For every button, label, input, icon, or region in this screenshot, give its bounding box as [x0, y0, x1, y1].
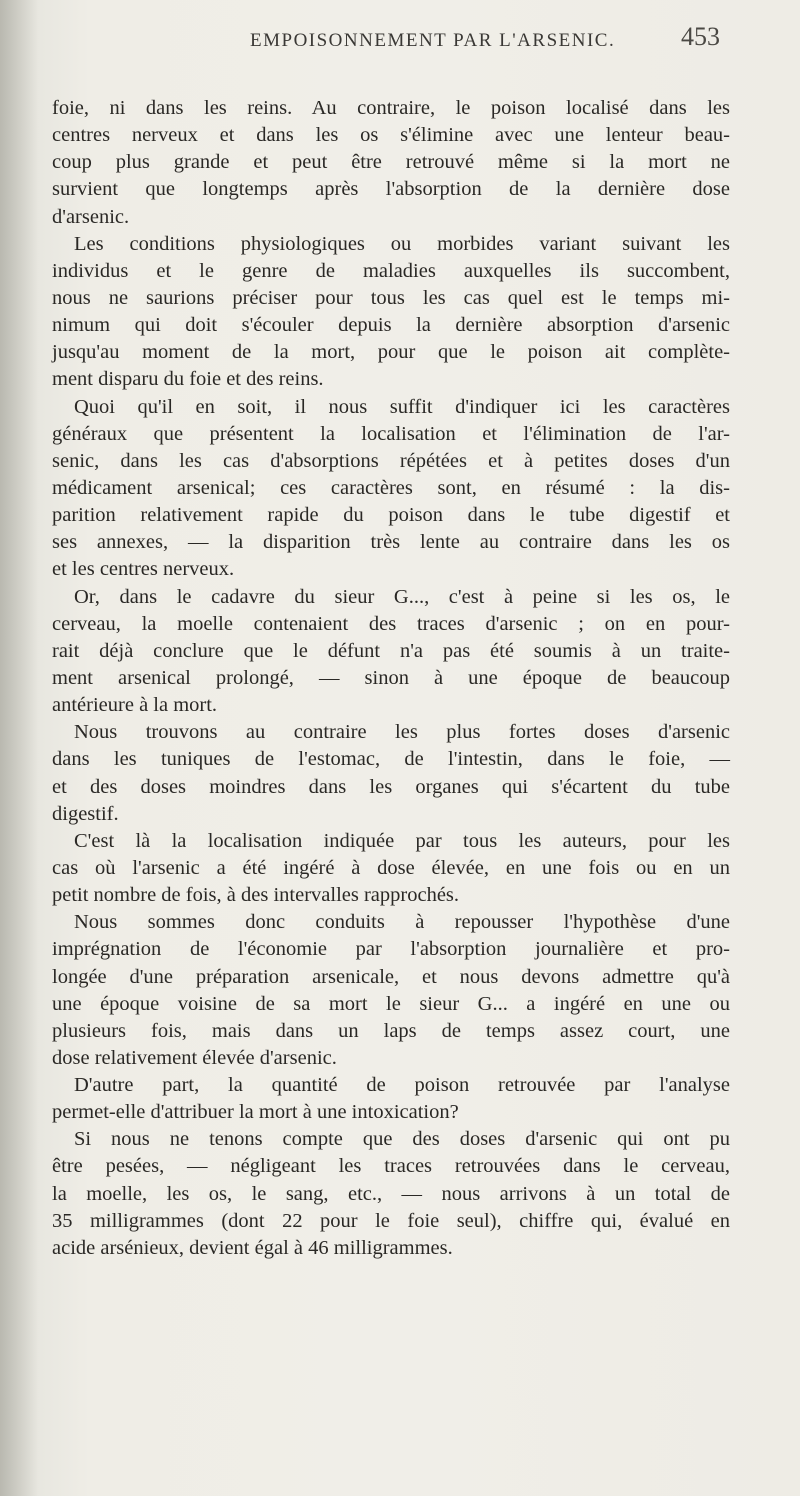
text-line: parition relativement rapide du poison dans le tube digestif et [52, 504, 730, 527]
text-line: foie, ni dans les reins. Au contraire, le poison localisé dans les [52, 97, 730, 119]
text-line: coup plus grande et peut être retrouvé même si la mort ne [52, 151, 730, 174]
page-number: 453 [681, 22, 720, 51]
text-line: nous ne saurions préciser pour tous les cas quel est le temps mi- [52, 286, 730, 309]
text-line: dose relativement élevée d'arsenic. [52, 1046, 337, 1069]
text-line: nimum qui doit s'écouler depuis la dernière absorption d'arsenic [52, 314, 730, 337]
text-line: permet-elle d'attribuer la mort à une intoxication? [52, 1101, 459, 1124]
text-line: cas où l'arsenic a été ingéré à dose élevée, en une fois ou en un [52, 856, 730, 879]
text-line: Or, dans le cadavre du sieur G..., c'est à peine si les os, le [74, 585, 730, 608]
text-line: jusqu'au moment de la mort, pour que le poison ait complète- [52, 341, 730, 364]
text-line: petit nombre de fois, à des intervalles rapprochés. [52, 884, 460, 907]
text-line: D'autre part, la quantité de poison retrouvée par l'analyse [74, 1074, 730, 1097]
text-line: Les conditions physiologiques ou morbides variant suivant les [74, 232, 730, 255]
text-line: dans les tuniques de l'estomac, de l'intestin, dans le foie, — [52, 748, 730, 771]
text-line: longée d'une préparation arsenicale, et nous devons admettre qu'à [52, 965, 730, 988]
text-line: plusieurs fois, mais dans un laps de temps assez court, une [52, 1019, 730, 1042]
running-title: EMPOISONNEMENT PAR L'ARSENIC. [250, 30, 616, 51]
text-line: imprégnation de l'économie par l'absorption journalière et pro- [52, 938, 730, 961]
text-line: Nous sommes donc conduits à repousser l'hypothèse d'une [74, 911, 730, 934]
page-header [250, 20, 720, 60]
text-line: ment disparu du foie et des reins. [52, 368, 324, 391]
text-line: acide arsénieux, devient égal à 46 milligrammes. [52, 1236, 453, 1259]
body-text [52, 95, 730, 1262]
text-line: ment arsenical prolongé, — sinon à une époque de beaucoup [52, 666, 730, 689]
text-line: et des doses moindres dans les organes qui s'écartent du tube [52, 775, 730, 798]
text-line: Nous trouvons au contraire les plus fortes doses d'arsenic [74, 721, 730, 744]
text-line: C'est là la localisation indiquée par tous les auteurs, pour les [74, 829, 730, 852]
text-line: digestif. [52, 802, 119, 825]
text-line: antérieure à la mort. [52, 694, 218, 717]
text-line: 35 milligrammes (dont 22 pour le foie seul), chiffre qui, évalué en [52, 1209, 730, 1232]
page-edge-shadow [0, 0, 38, 1496]
text-line: survient que longtemps après l'absorption de la dernière dose [52, 178, 730, 201]
text-line: individus et le genre de maladies auxquelles ils succombent, [52, 259, 730, 282]
text-line: senic, dans les cas d'absorptions répétées et à petites doses d'un [52, 449, 730, 472]
text-line: d'arsenic. [52, 205, 130, 228]
text-line: une époque voisine de sa mort le sieur G... a ingéré en une ou [52, 992, 730, 1015]
text-line: rait déjà conclure que le défunt n'a pas été soumis à un traite- [52, 639, 730, 662]
text-line: Si nous ne tenons compte que des doses d'arsenic qui ont pu [74, 1128, 730, 1151]
text-line: la moelle, les os, le sang, etc., — nous arrivons à un total de [52, 1182, 730, 1205]
text-line: médicament arsenical; ces caractères sont, en résumé : la dis- [52, 476, 730, 499]
text-line: cerveau, la moelle contenaient des traces d'arsenic ; on en pour- [52, 612, 730, 635]
text-line: centres nerveux et dans les os s'élimine avec une lenteur beau- [52, 124, 730, 147]
text-line: Quoi qu'il en soit, il nous suffit d'indiquer ici les caractères [74, 395, 730, 418]
text-line: être pesées, — négligeant les traces retrouvées dans le cerveau, [52, 1155, 730, 1178]
text-line: et les centres nerveux. [52, 558, 235, 581]
text-line: généraux que présentent la localisation et l'élimination de l'ar- [52, 422, 730, 445]
text-line: ses annexes, — la disparition très lente au contraire dans les os [52, 531, 730, 554]
